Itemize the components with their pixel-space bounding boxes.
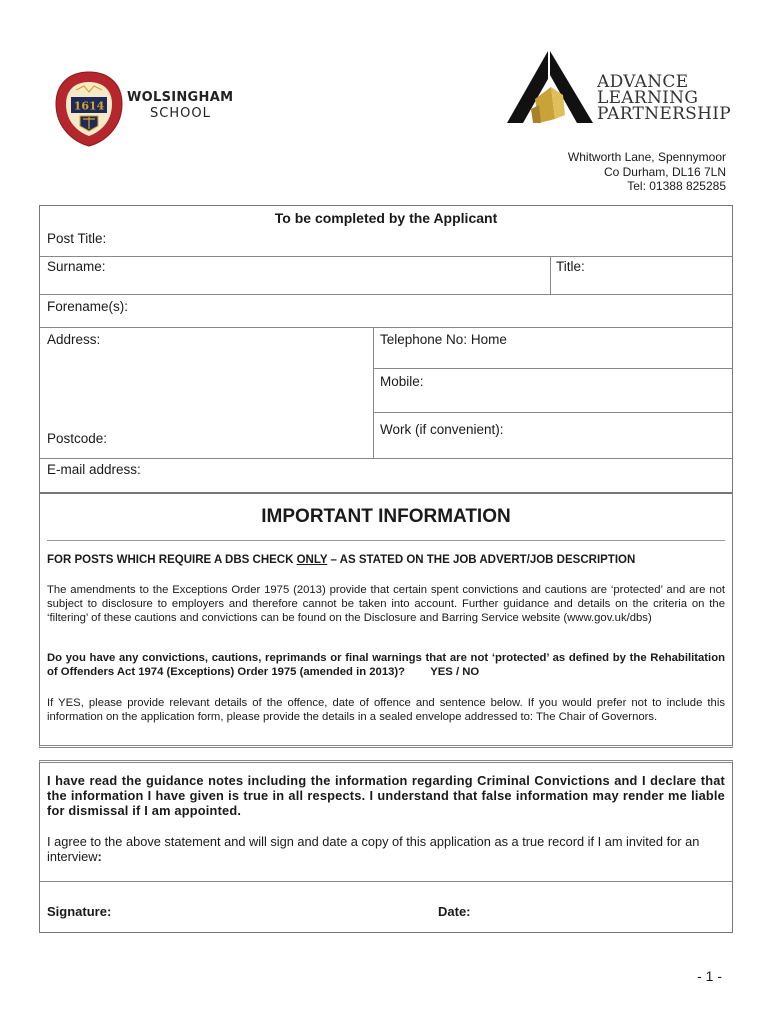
row-divider [373,412,732,413]
applicant-details-form [39,205,733,493]
school-name-line1: WOLSINGHAM [127,90,234,105]
advance-learning-partnership-logo [505,49,595,125]
postcode-field[interactable]: Postcode: [47,431,108,446]
convictions-question-text: Do you have any convictions, cautions, reprimands or final warnings that are not ‘protected’ as defined by the Rehabilitation of Offenders Act 1974 (Exceptions) Order 1975 (amended in 2013)? [47,652,725,678]
column-divider [373,328,374,458]
if-yes-paragraph: If YES, please provide relevant details of the offence, date of offence and sentence below. If you would prefer not to include this information on the application form, please provide the details in a sealed envelope addressed to: The Chair of Governors. [47,697,725,723]
address-telephone: Tel: 01388 825285 [627,179,726,193]
partner-name-line2: LEARNING [597,88,699,108]
partner-name-line3: PARTNERSHIP [597,104,732,124]
work-telephone-field[interactable]: Work (if convenient): [380,422,504,437]
post-title-field[interactable]: Post Title: [47,231,107,246]
post-title-row [40,206,732,257]
email-field[interactable]: E-mail address: [47,462,141,477]
surname-field[interactable]: Surname: [47,259,106,274]
dbs-heading-only: ONLY [296,554,328,566]
forenames-row [40,295,732,328]
svg-text:1614: 1614 [73,99,105,113]
important-information-title: IMPORTANT INFORMATION [261,506,511,527]
page-number: - 1 - [697,968,722,984]
address-field[interactable]: Address: [47,332,101,347]
yes-no-option[interactable]: YES / NO [430,666,480,678]
dbs-heading-prefix: FOR POSTS WHICH REQUIRE A DBS CHECK [47,554,297,566]
school-name-line2: SCHOOL [150,106,211,121]
title-field[interactable]: Title: [556,259,585,274]
school-address [568,150,726,194]
row-divider [373,368,732,369]
mobile-field[interactable]: Mobile: [380,374,424,389]
partner-name [597,74,731,122]
agreement-statement [47,834,725,864]
partner-name-line1: ADVANCE [597,72,689,92]
dbs-heading [47,554,635,566]
address-line1: Whitworth Lane, Spennymoor [567,150,726,164]
exceptions-order-paragraph: The amendments to the Exceptions Order 1975 (2013) provide that certain spent convictions and cautions are ‘protected’ and are not subject to disclosure to employers and therefore cannot be taken into account. Further guidance and details on the criteria on the ‘filtering’ of these cautions and convictions can be found on the Disclosure and Barring Service website (www.gov.uk/dbs) [47,584,725,624]
date-field[interactable]: Date: [438,904,471,919]
wolsingham-school-crest [54,70,124,148]
email-row [40,459,732,492]
declaration-section [39,760,733,933]
column-divider [550,257,551,294]
important-information-body [47,540,725,723]
telephone-home-field[interactable]: Telephone No: Home [380,332,507,347]
form-heading: To be completed by the Applicant [274,210,498,226]
forenames-field[interactable]: Forename(s): [47,299,129,314]
surname-row [40,257,732,295]
important-information-section [39,493,733,748]
address-line2: Co Durham, DL16 7LN [603,164,726,179]
signature-field[interactable]: Signature: [47,904,112,919]
agreement-text: I agree to the above statement and will sign and date a copy of this application as a true record if I am invited for an interview [47,834,700,864]
agreement-colon: : [97,849,102,864]
signature-row [40,881,732,932]
dbs-heading-suffix: – AS STATED ON THE JOB ADVERT/JOB DESCRIPTION [327,554,636,566]
convictions-question [47,651,725,679]
declaration-statement: I have read the guidance notes including the information regarding Criminal Convictions and I declare that the information I have given is true in all respects. I understand that false information may render me liable for dismissal if I am appointed. [47,773,725,818]
address-row [40,328,732,459]
